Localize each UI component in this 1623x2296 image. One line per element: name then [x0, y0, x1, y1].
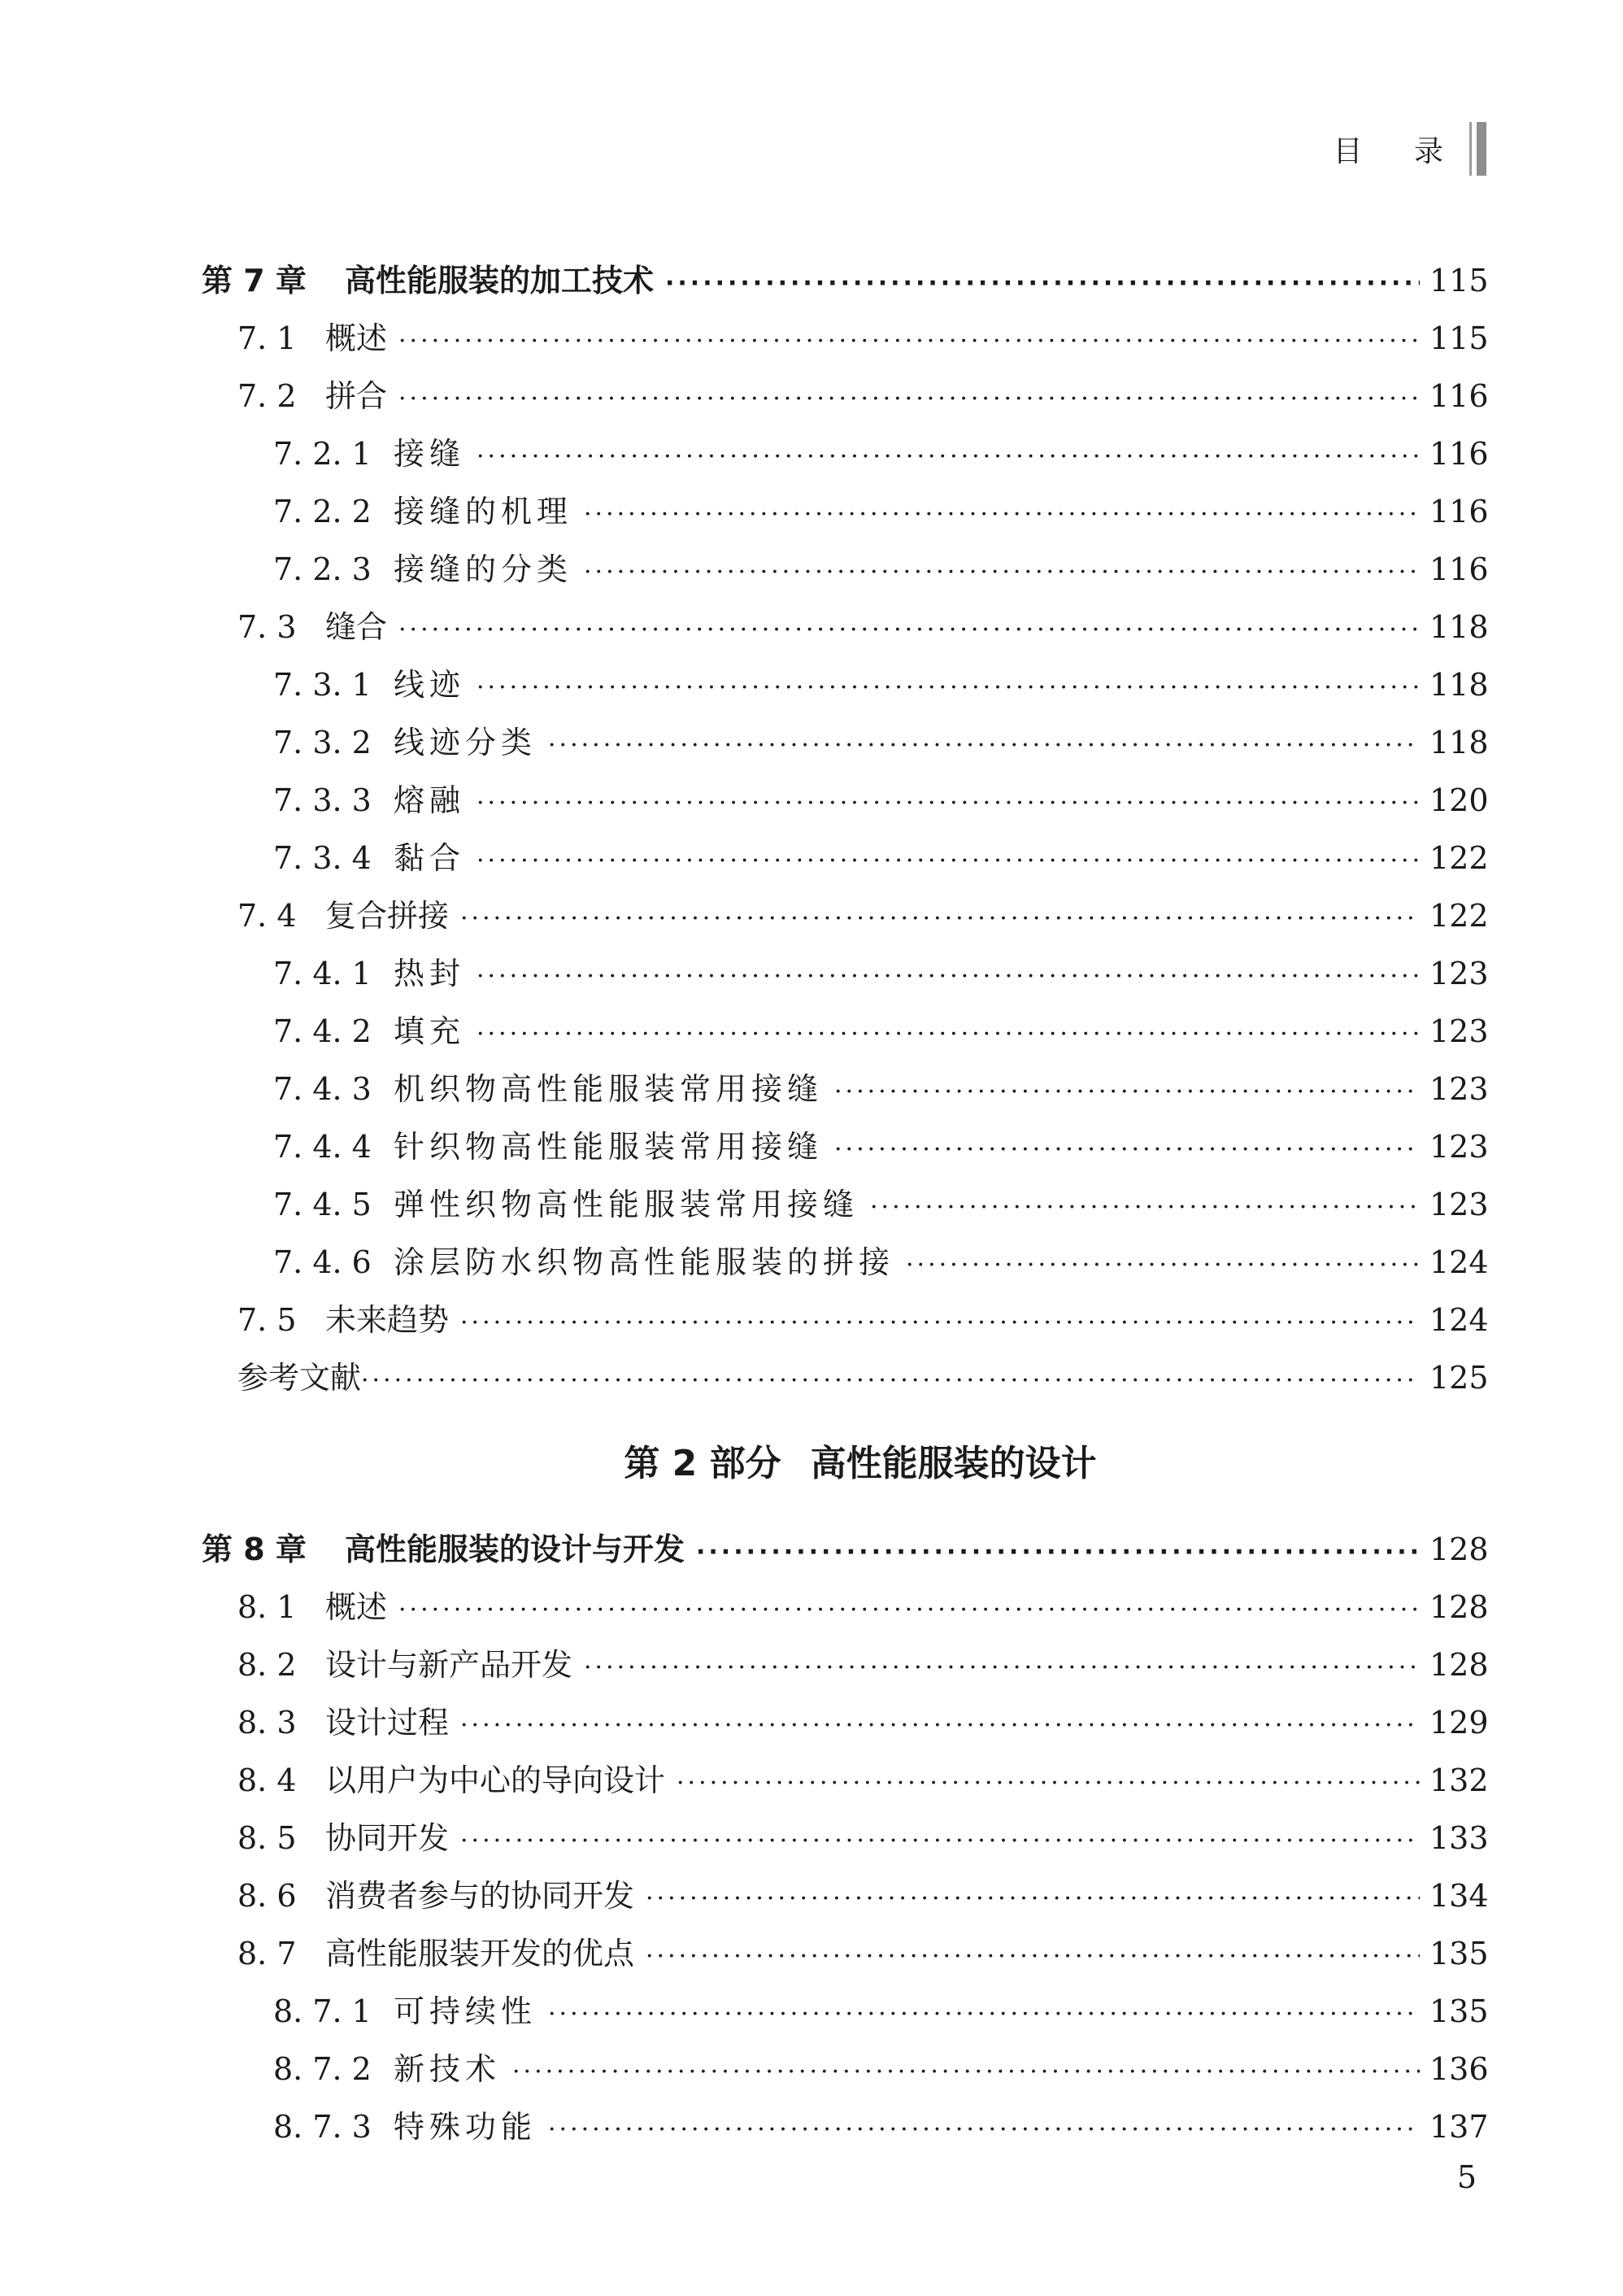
toc-leader-dots: [696, 1523, 1420, 1581]
toc-entry-page: 123: [1429, 1187, 1489, 1222]
running-header: [1334, 120, 1486, 177]
toc-entry-number: 8. 7: [237, 1936, 297, 1971]
toc-leader-dots: [548, 1985, 1420, 2043]
toc-entry-title: 接缝: [394, 436, 466, 472]
toc-entry-title: 消费者参与的协同开发: [325, 1878, 635, 1914]
toc-leader-dots: [584, 486, 1420, 543]
toc-entry[interactable]: [202, 714, 1489, 772]
toc-entry[interactable]: [202, 1292, 1489, 1349]
toc-leader-dots: [476, 774, 1420, 832]
toc-entry[interactable]: [202, 1752, 1489, 1810]
toc-entry-number: 8. 7. 3: [273, 2109, 372, 2145]
toc-entry-number: 7. 4. 1: [273, 956, 372, 991]
table-of-contents: [202, 252, 1489, 2156]
toc-entry-number: 7. 3. 4: [273, 840, 372, 876]
toc-leader-dots: [834, 1063, 1420, 1121]
toc-entry-page: 124: [1429, 1244, 1489, 1280]
toc-entry[interactable]: [202, 310, 1489, 368]
toc-entry[interactable]: [202, 1694, 1489, 1752]
toc-entry[interactable]: [202, 772, 1489, 830]
toc-entry-number: 第 7 章: [202, 263, 307, 298]
toc-entry[interactable]: [202, 599, 1489, 656]
toc-entry-title: 接缝的机理: [394, 494, 573, 529]
toc-entry[interactable]: [202, 2098, 1489, 2156]
toc-entry-title: 设计与新产品开发: [325, 1647, 573, 1683]
toc-entry-number: 8. 5: [237, 1820, 297, 1856]
toc-entry-page: 118: [1429, 609, 1489, 645]
toc-entry-number: 7. 1: [237, 320, 297, 356]
toc-entry-page: 115: [1429, 320, 1489, 356]
toc-entry-page: 128: [1429, 1589, 1489, 1625]
toc-entry-title: 缝合: [325, 609, 388, 645]
toc-entry[interactable]: [202, 2041, 1489, 2098]
toc-leader-dots: [548, 717, 1420, 774]
header-title: 目 录: [1333, 134, 1464, 168]
part-title: 高性能服装的设计: [810, 1443, 1097, 1484]
toc-entry-page: 123: [1429, 1071, 1489, 1107]
header-bar-thin: [1469, 122, 1472, 176]
toc-entry-title: 熔融: [394, 782, 466, 818]
toc-leader-dots: [906, 1236, 1420, 1294]
toc-leader-dots: [460, 1294, 1420, 1352]
toc-entry-title: 高性能服装的加工技术: [345, 263, 655, 298]
toc-entry-number: 8. 7. 1: [273, 1993, 372, 2029]
toc-entry-page: 115: [1429, 263, 1489, 298]
toc-entry-number: 7. 2. 3: [273, 551, 372, 587]
toc-entry-page: 124: [1429, 1302, 1489, 1338]
toc-entry-title: 线迹: [394, 667, 466, 703]
toc-entry-page: 125: [1429, 1360, 1489, 1396]
toc-leader-dots: [646, 1870, 1420, 1928]
toc-leader-dots: [646, 1928, 1420, 1985]
toc-entry-title: 概述: [325, 320, 388, 356]
toc-entry-title: 新技术: [394, 2051, 502, 2087]
toc-entry-page: 128: [1429, 1531, 1489, 1567]
toc-entry-page: 116: [1429, 551, 1489, 587]
toc-entry-number: 第 8 章: [202, 1531, 307, 1567]
toc-leader-dots: [584, 543, 1420, 601]
toc-entry-title: 可持续性: [394, 1993, 537, 2029]
toc-leader-dots: [665, 255, 1420, 312]
toc-entry-title: 特殊功能: [394, 2109, 537, 2145]
toc-entry-page: 136: [1429, 2051, 1489, 2087]
toc-entry-title: 高性能服装的设计与开发: [345, 1531, 685, 1567]
toc-entry-title: 概述: [325, 1589, 388, 1625]
toc-leader-dots: [548, 2101, 1420, 2159]
toc-leader-dots: [398, 312, 1420, 370]
toc-entry[interactable]: [202, 252, 1489, 310]
toc-entry-page: 137: [1429, 2109, 1489, 2145]
toc-leader-dots: [460, 890, 1420, 948]
toc-entry-number: 7. 4. 4: [273, 1129, 372, 1165]
toc-entry-number: 8. 1: [237, 1589, 297, 1625]
toc-entry-number: 7. 3. 3: [273, 782, 372, 818]
toc-entry-title: 黏合: [394, 840, 466, 876]
toc-leader-dots: [476, 1005, 1420, 1063]
toc-leader-dots: [870, 1178, 1420, 1236]
toc-leader-dots: [834, 1121, 1420, 1178]
toc-entry-number: 7. 4. 6: [273, 1244, 372, 1280]
part-number: 第 2 部分: [624, 1443, 781, 1484]
toc-entry-title: 接缝的分类: [394, 551, 573, 587]
part-heading: [202, 1407, 1486, 1521]
toc-entry-page: 116: [1429, 378, 1489, 414]
toc-entry[interactable]: [202, 1521, 1489, 1579]
toc-entry[interactable]: [202, 1003, 1489, 1061]
toc-entry-number: 8. 2: [237, 1647, 297, 1683]
toc-entry[interactable]: [202, 830, 1489, 887]
toc-entry-page: 123: [1429, 956, 1489, 991]
toc-entry-page: 122: [1429, 840, 1489, 876]
toc-entry-page: 128: [1429, 1647, 1489, 1683]
toc-entry-page: 129: [1429, 1705, 1489, 1741]
toc-leader-dots: [476, 832, 1420, 890]
toc-entry-page: 118: [1429, 667, 1489, 703]
toc-leader-dots: [476, 659, 1420, 717]
toc-entry-number: 7. 3: [237, 609, 297, 645]
toc-entry-title: 机织物高性能服装常用接缝: [394, 1071, 824, 1107]
toc-entry[interactable]: [202, 945, 1489, 1003]
toc-entry[interactable]: [202, 1636, 1489, 1694]
toc-entry-number: 7. 4. 5: [273, 1187, 372, 1222]
toc-entry[interactable]: [202, 1061, 1489, 1118]
toc-entry-page: 134: [1429, 1878, 1489, 1914]
toc-leader-dots: [476, 428, 1420, 486]
toc-entry-title: 线迹分类: [394, 725, 537, 760]
toc-entry-number: 8. 7. 2: [273, 2051, 372, 2087]
toc-entry-number: 7. 3. 1: [273, 667, 372, 703]
toc-entry[interactable]: [202, 1176, 1489, 1234]
toc-entry-number: 7. 4. 2: [273, 1013, 372, 1049]
toc-entry-title: 涂层防水织物高性能服装的拼接: [394, 1244, 895, 1280]
toc-leader-dots: [361, 1352, 1420, 1409]
toc-entry-page: 122: [1429, 898, 1489, 934]
toc-entry[interactable]: [202, 483, 1489, 541]
toc-entry-title: 弹性织物高性能服装常用接缝: [394, 1187, 859, 1222]
toc-entry[interactable]: [202, 1579, 1489, 1636]
page-number: 5: [1456, 2159, 1477, 2195]
toc-entry-page: 118: [1429, 725, 1489, 760]
toc-leader-dots: [512, 2043, 1420, 2101]
toc-leader-dots: [398, 370, 1420, 428]
toc-entry-page: 123: [1429, 1129, 1489, 1165]
toc-leader-dots: [677, 1754, 1420, 1812]
toc-leader-dots: [476, 948, 1420, 1005]
toc-entry-title: 参考文献: [237, 1360, 362, 1396]
toc-section-part2: [202, 1521, 1489, 2156]
toc-entry-number: 7. 5: [237, 1302, 297, 1338]
header-bar-thick: [1477, 122, 1486, 176]
toc-entry-page: 135: [1429, 1993, 1489, 2029]
toc-entry[interactable]: [202, 1349, 1489, 1407]
toc-entry-number: 7. 4. 3: [273, 1071, 372, 1107]
toc-section-part1: [202, 252, 1489, 1407]
toc-entry-page: 123: [1429, 1013, 1489, 1049]
toc-entry[interactable]: [202, 1810, 1489, 1867]
toc-entry[interactable]: [202, 368, 1489, 425]
toc-entry-number: 8. 3: [237, 1705, 297, 1741]
toc-entry-page: 132: [1429, 1762, 1489, 1798]
toc-entry-page: 133: [1429, 1820, 1489, 1856]
toc-leader-dots: [398, 601, 1420, 659]
toc-entry[interactable]: [202, 1983, 1489, 2041]
toc-entry-title: 针织物高性能服装常用接缝: [394, 1129, 824, 1165]
toc-entry[interactable]: [202, 1234, 1489, 1292]
toc-leader-dots: [398, 1581, 1420, 1639]
toc-entry-title: 拼合: [325, 378, 388, 414]
toc-entry[interactable]: [202, 1925, 1489, 1983]
toc-entry-title: 未来趋势: [325, 1302, 450, 1338]
toc-entry-title: 填充: [394, 1013, 466, 1049]
toc-leader-dots: [584, 1639, 1420, 1697]
toc-entry-page: 135: [1429, 1936, 1489, 1971]
toc-entry-page: 116: [1429, 494, 1489, 529]
toc-entry-title: 复合拼接: [325, 898, 450, 934]
toc-entry-title: 热封: [394, 956, 466, 991]
toc-leader-dots: [460, 1812, 1420, 1870]
toc-entry[interactable]: [202, 425, 1489, 483]
toc-entry-page: 116: [1429, 436, 1489, 472]
toc-entry-title: 协同开发: [325, 1820, 450, 1856]
toc-entry[interactable]: [202, 541, 1489, 599]
toc-entry[interactable]: [202, 887, 1489, 945]
toc-entry-page: 120: [1429, 782, 1489, 818]
toc-entry[interactable]: [202, 1867, 1489, 1925]
toc-entry-title: 设计过程: [325, 1705, 450, 1741]
toc-entry[interactable]: [202, 656, 1489, 714]
toc-entry-number: 7. 2. 1: [273, 436, 372, 472]
toc-entry-number: 8. 6: [237, 1878, 297, 1914]
toc-entry-number: 7. 3. 2: [273, 725, 372, 760]
toc-entry-number: 8. 4: [237, 1762, 297, 1798]
toc-entry-number: 7. 2: [237, 378, 297, 414]
toc-leader-dots: [460, 1697, 1420, 1754]
toc-entry-title: 高性能服装开发的优点: [325, 1936, 635, 1971]
toc-entry[interactable]: [202, 1118, 1489, 1176]
toc-entry-number: 7. 2. 2: [273, 494, 372, 529]
toc-entry-number: 7. 4: [237, 898, 297, 934]
toc-entry-title: 以用户为中心的导向设计: [325, 1762, 666, 1798]
